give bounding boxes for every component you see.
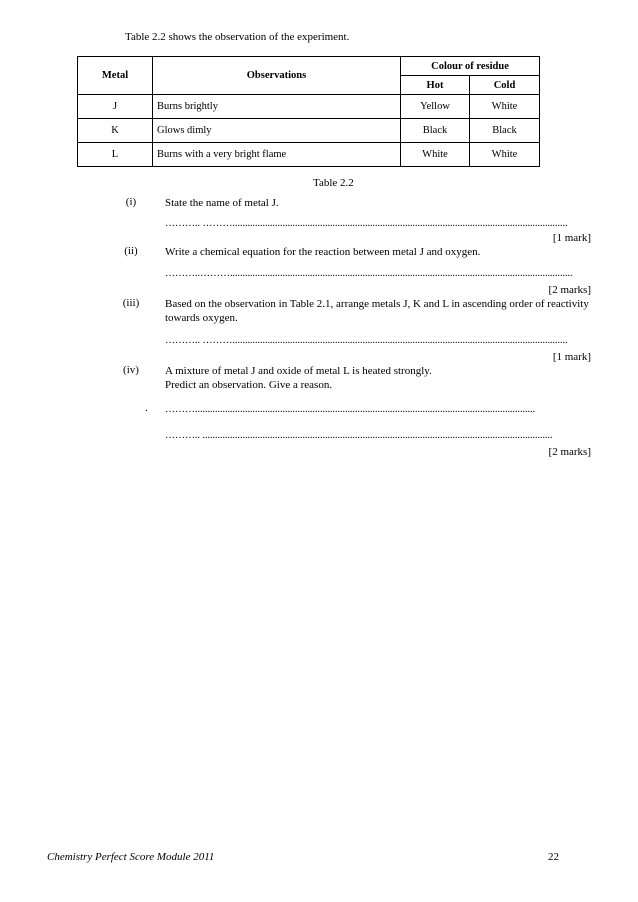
answer-line[interactable]: ………........................................................................................................................................ <box>165 404 535 415</box>
cell-cold: Black <box>470 119 540 143</box>
table-row <box>78 143 540 167</box>
page-number: 22 <box>548 851 559 863</box>
header-metal: Metal <box>78 57 153 95</box>
bullet-point: . <box>145 402 148 414</box>
cell-cold: White <box>470 143 540 167</box>
cell-observation: Burns brightly <box>153 95 401 119</box>
cell-hot: Yellow <box>401 95 470 119</box>
header-observations: Observations <box>153 57 401 95</box>
question-text: Write a chemical equation for the reaction between metal J and oxygen. <box>165 246 481 258</box>
cell-metal: J <box>78 95 153 119</box>
observation-table <box>77 56 540 167</box>
marks-label: [1 mark] <box>552 232 591 244</box>
question-text-line2: Predict an observation. Give a reason. <box>165 379 333 391</box>
intro-text: Table 2.2 shows the observation of the experiment. <box>125 31 350 43</box>
header-hot: Hot <box>401 76 470 95</box>
question-text: Based on the observation in Table 2.1, arrange metals J, K and L in ascending order of reactivity towards oxygen. <box>165 298 589 324</box>
table-row <box>78 95 540 119</box>
question-number: (i) <box>125 196 137 208</box>
cell-hot: White <box>401 143 470 167</box>
marks-label: [2 marks] <box>548 446 591 458</box>
marks-label: [1 mark] <box>552 351 591 363</box>
cell-metal: K <box>78 119 153 143</box>
footer-module-title: Chemistry Perfect Score Module 2011 <box>47 851 215 863</box>
cell-cold: White <box>470 95 540 119</box>
cell-observation: Glows dimly <box>153 119 401 143</box>
question-number: (iii) <box>122 297 140 309</box>
answer-line[interactable]: ……….. ............................................................................................................................................ <box>165 430 553 441</box>
answer-line[interactable]: ………..………......................................................................................................................................... <box>165 268 573 279</box>
header-cold: Cold <box>470 76 540 95</box>
question-text-line1: A mixture of metal J and oxide of metal L is heated strongly. <box>165 365 432 377</box>
table-row <box>78 119 540 143</box>
cell-observation: Burns with a very bright flame <box>153 143 401 167</box>
header-colour-of-residue: Colour of residue <box>401 57 540 76</box>
question-number: (ii) <box>124 245 138 257</box>
marks-label: [2 marks] <box>548 284 591 296</box>
question-number: (iv) <box>123 364 139 376</box>
question-text: State the name of metal J. <box>165 197 279 209</box>
cell-metal: L <box>78 143 153 167</box>
answer-line[interactable]: ……….. ………...................................................................................................................................... <box>165 335 568 346</box>
answer-line[interactable]: ……….. ………...................................................................................................................................... <box>165 218 568 229</box>
table-caption: Table 2.2 <box>313 177 354 189</box>
cell-hot: Black <box>401 119 470 143</box>
